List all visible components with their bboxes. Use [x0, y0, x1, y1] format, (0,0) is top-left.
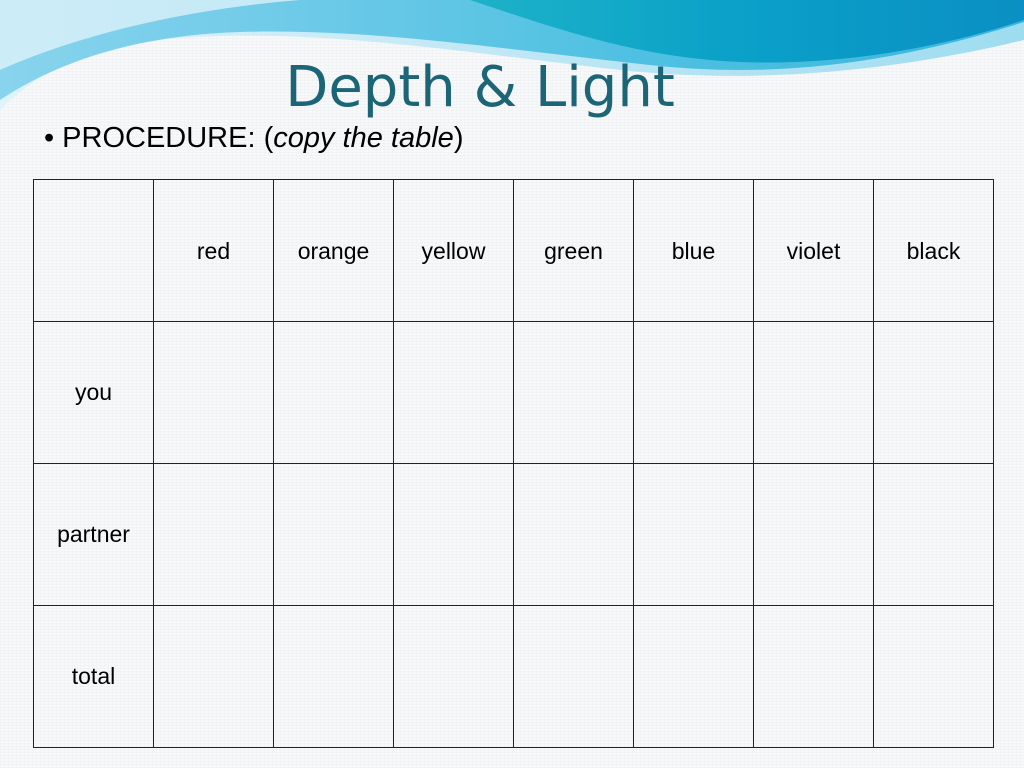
procedure-close: ) — [453, 122, 464, 154]
table-cell — [754, 464, 874, 606]
table-cell — [394, 606, 514, 748]
table-cell — [394, 464, 514, 606]
table-header-row — [34, 180, 994, 322]
bullet-icon: • — [44, 122, 55, 154]
procedure-bullet — [44, 120, 463, 156]
table-cell — [154, 322, 274, 464]
color-depth-table — [33, 179, 994, 748]
table-cell — [874, 606, 994, 748]
table-cell — [874, 464, 994, 606]
table-cell — [274, 464, 394, 606]
column-header-blue: blue — [634, 180, 754, 322]
column-header-yellow: yellow — [394, 180, 514, 322]
table-cell — [274, 322, 394, 464]
slide-title: Depth & Light — [285, 55, 675, 120]
column-header-red: red — [154, 180, 274, 322]
table-cell — [154, 464, 274, 606]
table-cell — [754, 322, 874, 464]
table-cell — [634, 464, 754, 606]
table-row-total — [34, 606, 994, 748]
table-cell — [154, 606, 274, 748]
table-cell — [754, 606, 874, 748]
table-cell — [634, 606, 754, 748]
table-row-you — [34, 322, 994, 464]
column-header-violet: violet — [754, 180, 874, 322]
procedure-instruction: copy the table — [273, 122, 454, 154]
table-cell — [874, 322, 994, 464]
row-label-you: you — [34, 322, 154, 464]
column-header-black: black — [874, 180, 994, 322]
column-header-green: green — [514, 180, 634, 322]
column-header-orange: orange — [274, 180, 394, 322]
table-row-partner — [34, 464, 994, 606]
table-cell — [514, 606, 634, 748]
table-cell — [514, 322, 634, 464]
table-cell — [394, 322, 514, 464]
table-cell — [274, 606, 394, 748]
table-cell — [514, 464, 634, 606]
row-label-total: total — [34, 606, 154, 748]
procedure-label: PROCEDURE: ( — [62, 122, 274, 154]
table-corner-cell — [34, 180, 154, 322]
table-cell — [634, 322, 754, 464]
row-label-partner: partner — [34, 464, 154, 606]
